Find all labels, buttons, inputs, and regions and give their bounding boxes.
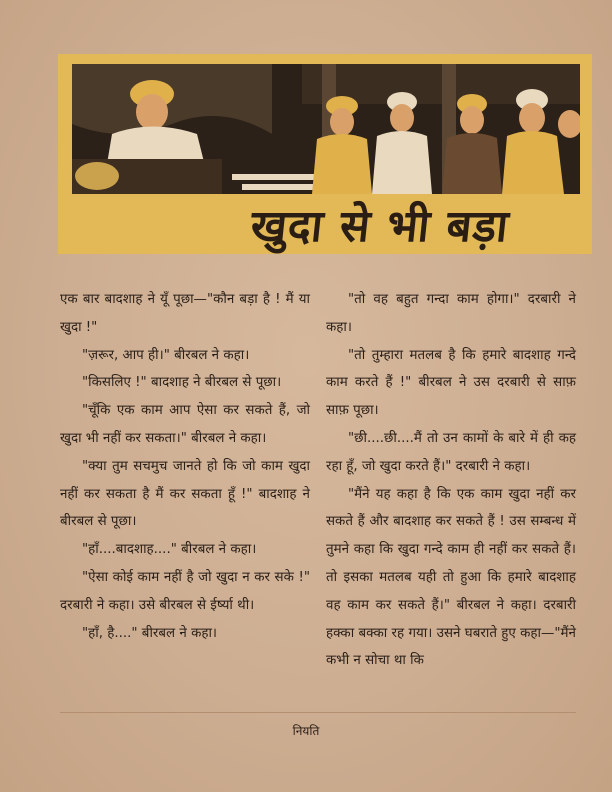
paragraph: "क्या तुम सचमुच जानते हो कि जो काम खुदा नहीं कर सकता है मैं कर सकता हूँ !" बादशाह ने बीरबल से पूछा।: [60, 458, 310, 530]
paragraph: "हाँ, है...." बीरबल ने कहा।: [82, 625, 218, 641]
paragraph: "ज़रूर, आप ही।" बीरबल ने कहा।: [82, 347, 250, 363]
paragraph: "किसलिए !" बादशाह ने बीरबल से पूछा।: [82, 375, 282, 391]
paragraph: "तो तुम्हारा मतलब है कि हमारे बादशाह गन्दे काम करते हैं !" बीरबल ने उस दरबारी से साफ़ साफ़ पूछा।: [326, 347, 576, 419]
paragraph: "चूँकि एक काम आप ऐसा कर सकते हैं, जो खुदा भी नहीं कर सकता।" बीरबल ने कहा।: [60, 403, 310, 446]
footer-label: नियति: [292, 724, 320, 738]
footer-divider: [60, 712, 576, 713]
story-title: खुदा से भी बड़ा: [248, 201, 512, 252]
right-text-column: [326, 286, 576, 675]
court-illustration: [72, 64, 580, 194]
paragraph: "तो वह बहुत गन्दा काम होगा।" दरबारी ने कहा।: [326, 292, 576, 335]
paragraph: "मैंने यह कहा है कि एक काम खुदा नहीं कर सकते हैं और बादशाह कर सकते हैं ! उस सम्बन्ध में तुमने कहा कि खुदा गन्दे काम ही नहीं कर सकते हैं। तो इसका मतलब यही तो हुआ कि हमारे बादशाह वह काम कर सकते हैं।" बीरबल ने कहा। दरबारी हक्का बक्का रह गया। उसने घबराते हुए कहा—"मैंने कभी न सोचा था कि: [326, 486, 576, 669]
paragraph: एक बार बादशाह ने यूँ पूछा—"कौन बड़ा है ! मैं या खुदा !": [60, 292, 310, 335]
story-title-block: [180, 196, 580, 258]
paragraph: "छी....छी....मैं तो उन कामों के बारे में ही कह रहा हूँ, जो खुदा करते हैं।" दरबारी ने कहा।: [326, 430, 576, 474]
paragraph: "ऐसा कोई काम नहीं है जो खुदा न कर सके !" दरबारी ने कहा। उसे बीरबल से ईर्ष्या थी।: [60, 569, 310, 613]
left-text-column: [60, 286, 310, 647]
paragraph: "हाँ....बादशाह...." बीरबल ने कहा।: [82, 542, 257, 558]
